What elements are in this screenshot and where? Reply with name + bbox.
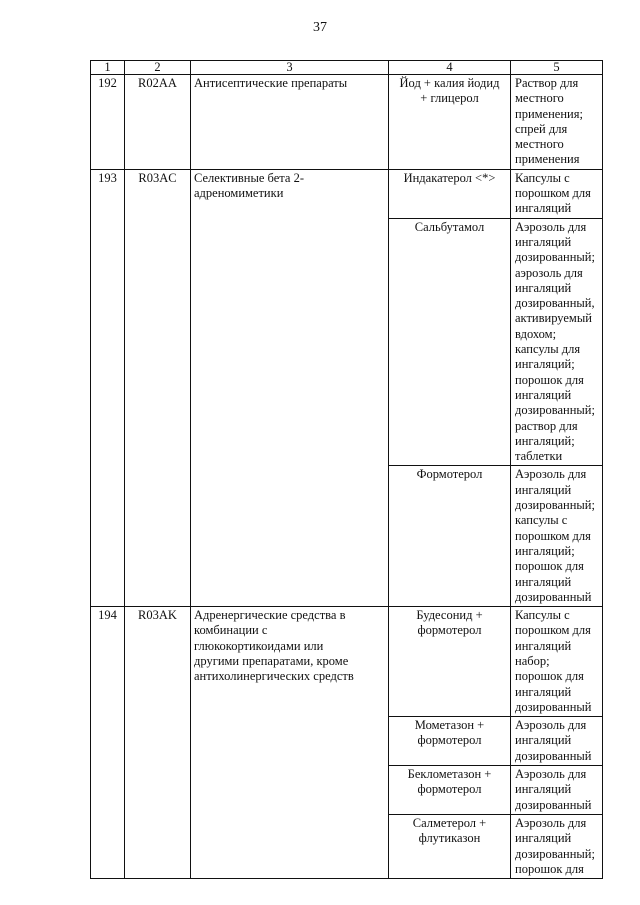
atc-code: R02AA [125, 75, 191, 170]
header-row [91, 61, 603, 75]
group-name: Антисептические препараты [191, 75, 389, 170]
header-col-2: 2 [125, 61, 191, 75]
header-col-5: 5 [511, 61, 603, 75]
drug-name: Сальбутамол [389, 218, 511, 466]
dosage-form: Аэрозоль для ингаляций дозированный; порошок для [511, 814, 603, 878]
group-name: Селективные бета 2- адреномиметики [191, 169, 389, 606]
row-number: 193 [91, 169, 125, 606]
group-name: Адренергические средства в комбинации с глюкокортикоидами или другими препаратами, кроме антихолинергических средств [191, 607, 389, 879]
medication-table [90, 60, 603, 879]
dosage-form: Аэрозоль для ингаляций дозированный [511, 766, 603, 815]
row-number: 194 [91, 607, 125, 879]
drug-name: Йод + калия йодид + глицерол [389, 75, 511, 170]
table-row [91, 607, 603, 717]
drug-name: Мометазон + формотерол [389, 717, 511, 766]
table-row [91, 169, 603, 218]
table-header [91, 61, 603, 75]
dosage-form: Капсулы с порошком для ингаляций [511, 169, 603, 218]
drug-name: Формотерол [389, 466, 511, 607]
dosage-form: Аэрозоль для ингаляций дозированный [511, 717, 603, 766]
header-col-1: 1 [91, 61, 125, 75]
table-body [91, 75, 603, 879]
header-col-4: 4 [389, 61, 511, 75]
atc-code: R03AC [125, 169, 191, 606]
table-row [91, 75, 603, 170]
drug-name: Салметерол + флутиказон [389, 814, 511, 878]
dosage-form: Аэрозоль для ингаляций дозированный; аэрозоль для ингаляций дозированный, активируемый вдохом; капсулы для ингаляций; порошок для ингаляций дозированный; раствор для ингаляций; таблетки [511, 218, 603, 466]
header-col-3: 3 [191, 61, 389, 75]
row-number: 192 [91, 75, 125, 170]
drug-name: Будесонид + формотерол [389, 607, 511, 717]
drug-name: Индакатерол <*> [389, 169, 511, 218]
dosage-form: Капсулы с порошком для ингаляций набор; порошок для ингаляций дозированный [511, 607, 603, 717]
dosage-form: Аэрозоль для ингаляций дозированный; капсулы с порошком для ингаляций; порошок для ингаляций дозированный [511, 466, 603, 607]
dosage-form: Раствор для местного применения; спрей для местного применения [511, 75, 603, 170]
atc-code: R03AK [125, 607, 191, 879]
drug-name: Беклометазон + формотерол [389, 766, 511, 815]
page-number: 37 [313, 20, 327, 35]
